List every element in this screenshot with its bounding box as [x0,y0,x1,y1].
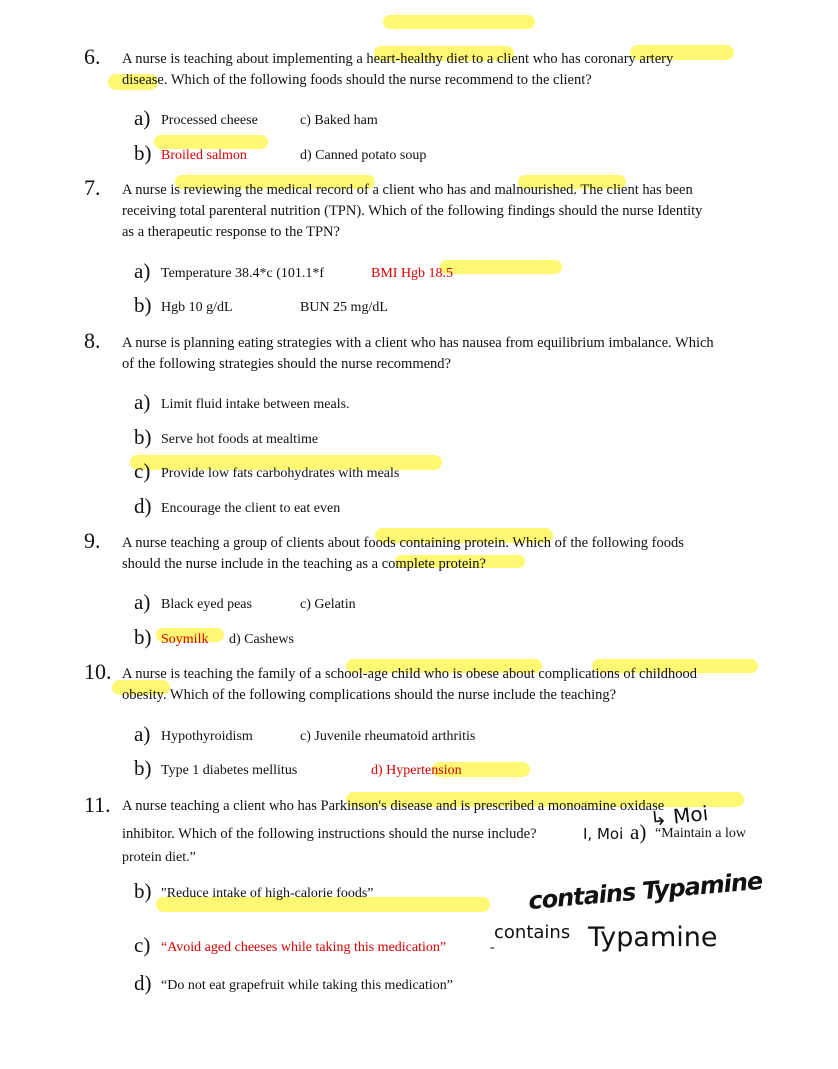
highlight-mark [383,15,535,29]
option-letter: a) [134,106,151,130]
option-letter: a) [134,259,151,283]
option-text: Limit fluid intake between meals. [161,397,350,412]
answer-option-text: “Avoid aged cheeses while taking this medication” [161,940,447,955]
typed-note-contains: contains [494,922,571,943]
option-text: Hypothyroidism [161,729,253,744]
question-number: 11. [84,792,111,817]
answer-option-text: d) Hypertension [371,763,462,778]
answer-option-text: Broiled salmon [161,148,247,163]
question-text: A nurse teaching a client who has Parkinson's disease and is prescribed a monoamine oxidase [122,798,665,814]
option-letter: b) [134,879,152,903]
option-text: Type 1 diabetes mellitus [161,763,298,778]
option-letter: b) [134,425,152,449]
option-letter: b) [134,293,152,317]
option-text: “Do not eat grapefruit while taking this medication” [161,978,453,993]
option-letter: d) [134,971,152,995]
option-letter: c) [134,933,151,957]
option-dash: - [490,940,495,955]
option-text: BUN 25 mg/dL [300,300,388,315]
option-text: Temperature 38.4*c (101.1*f [161,266,325,281]
question-text: inhibitor. Which of the following instructions should the nurse include? [122,826,537,842]
answer-option-text: BMI Hgb 18.5 [371,266,454,281]
question-text: A nurse is teaching the family of a school-age child who is obese about complications of childhood obesity. Which of the following complications should the nurse include the teaching? [122,666,698,703]
question-number: 6. [84,44,101,69]
question-text: A nurse teaching a group of clients about foods containing protein. Which of the following foods should the nurse include in the teaching as a complete protein? [122,535,684,572]
option-text: d) Cashews [229,632,294,647]
option-letter: d) [134,494,152,518]
option-text: Encourage the client to eat even [161,501,341,516]
option-letter: a) [134,722,151,746]
option-text: Serve hot foods at mealtime [161,432,319,447]
question-text: A nurse is planning eating strategies with a client who has nausea from equilibrium imbalance. Which of the following strategies should the nurse recommend? [122,335,714,372]
answer-option-text: Soymilk [161,632,209,647]
highlight-mark [154,135,268,149]
option-text: c) Juvenile rheumatoid arthritis [300,729,476,744]
option-text: Processed cheese [161,113,258,128]
question-text: A nurse is reviewing the medical record of a client who has and malnourished. The client has been receiving total parenteral nutrition (TPN). Which of the following findings should the nurse Identity as a therapeutic response to the TPN? [122,182,703,240]
option-letter: a) [630,820,647,844]
option-text: c) Baked ham [300,113,378,128]
option-text: Provide low fats carbohydrates with meals [161,466,400,481]
option-text: Black eyed peas [161,597,252,612]
option-text: protein diet.” [122,850,196,865]
option-text: "Reduce intake of high-calorie foods” [161,886,374,901]
option-letter: b) [134,756,152,780]
question-text: A nurse is teaching about implementing a heart-healthy diet to a client who has coronary artery disease. Which of the following foods should the nurse recommend to the client? [122,51,674,88]
question-number: 8. [84,328,101,353]
question-number: 10. [84,659,112,684]
option-letter: b) [134,141,152,165]
question-number: 7. [84,175,101,200]
question-number: 9. [84,528,101,553]
option-text: d) Canned potato soup [300,148,427,163]
option-letter: b) [134,625,152,649]
highlight-mark [440,260,562,274]
typed-note-typamine: Typamine [588,922,718,953]
option-letter: a) [134,590,151,614]
option-text: c) Gelatin [300,597,356,612]
option-text: “Maintain a low [655,826,746,841]
handwritten-note: contains Typamine [527,866,764,916]
option-letter: a) [134,390,151,414]
inline-note: I, Moi [583,825,624,843]
option-letter: c) [134,459,151,483]
handwritten-arrow-note: ↳ Moi [648,801,710,831]
option-text: Hgb 10 g/dL [161,300,233,315]
